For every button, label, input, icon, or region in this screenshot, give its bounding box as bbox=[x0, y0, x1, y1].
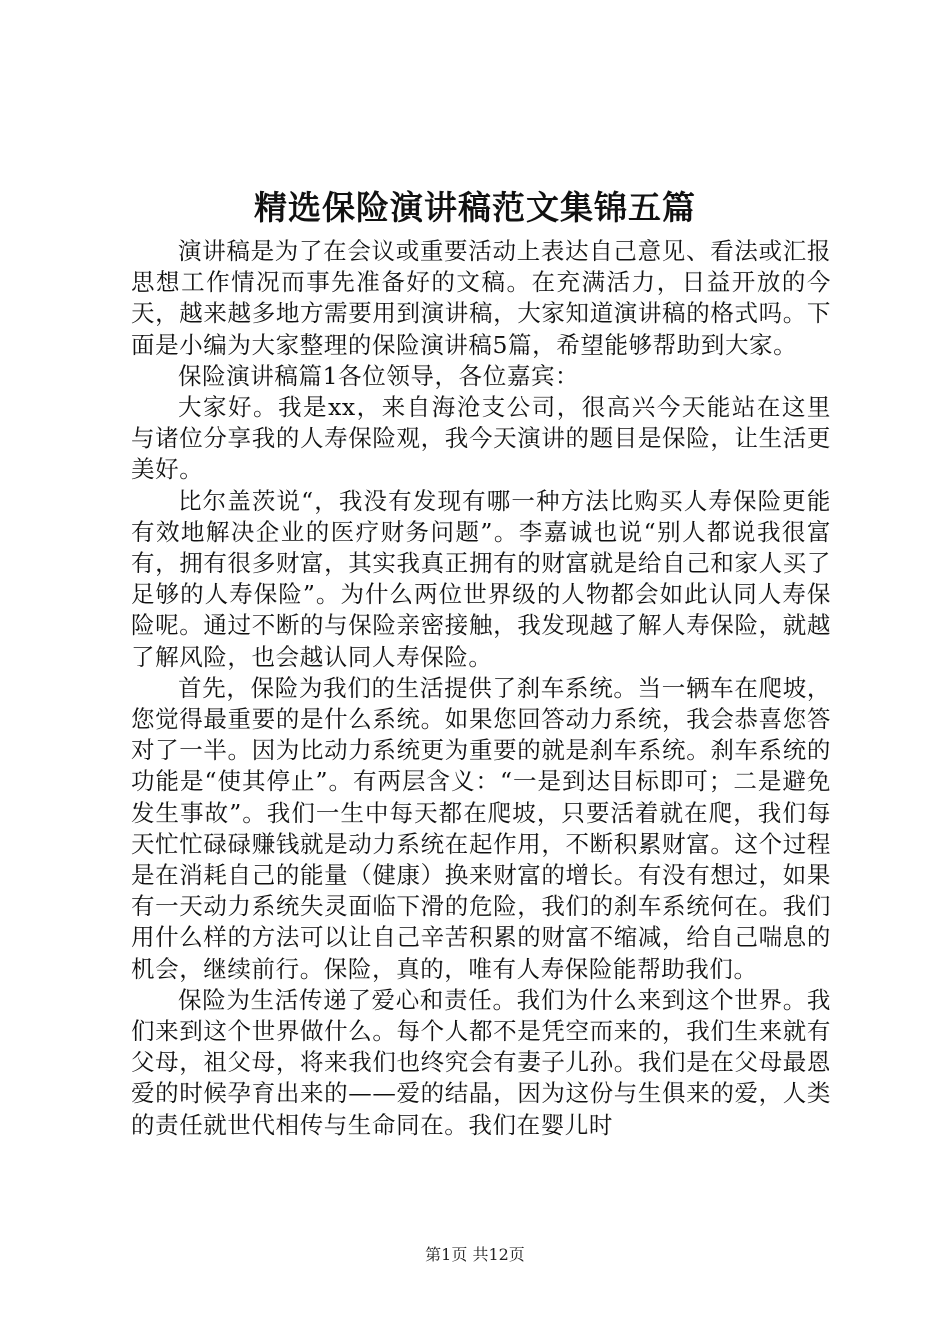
paragraph-love-responsibility: 保险为生活传递了爱心和责任。我们为什么来到这个世界。我们来到这个世界做什么。每个人都不是凭空而来的，我们生来就有父母，祖父母，将来我们也终究会有妻子儿孙。我们是在父母最恩爱的时候孕育出来的——爱的结晶，因为这份与生俱来的爱，人类的责任就世代相传与生命同在。我们在婴儿时 bbox=[131, 985, 831, 1139]
paragraph-intro: 演讲稿是为了在会议或重要活动上表达自己意见、看法或汇报思想工作情况而事先准备好的文稿。在充满活力，日益开放的今天，越来越多地方需要用到演讲稿，大家知道演讲稿的格式吗。下面是小编为大家整理的保险演讲稿5篇，希望能够帮助到大家。 bbox=[131, 237, 831, 359]
document-title: 精选保险演讲稿范文集锦五篇 bbox=[254, 188, 696, 227]
paragraph-greeting: 大家好。我是xx，来自海沧支公司，很高兴今天能站在这里与诸位分享我的人寿保险观，我今天演讲的题目是保险，让生活更美好。 bbox=[131, 393, 831, 484]
paragraph-brake-system: 首先，保险为我们的生活提供了刹车系统。当一辆车在爬坡，您觉得最重要的是什么系统。如果您回答动力系统，我会恭喜您答对了一半。因为比动力系统更为重要的就是刹车系统。刹车系统的功能是“使其停止”。有两层含义：“一是到达目标即可；二是避免发生事故”。我们一生中每天都在爬坡，只要活着就在爬，我们每天忙忙碌碌赚钱就是动力系统在起作用，不断积累财富。这个过程是在消耗自己的能量（健康）换来财富的增长。有没有想过，如果有一天动力系统失灵面临下滑的危险，我们的刹车系统何在。我们用什么样的方法可以让自己辛苦积累的财富不缩减，给自己喘息的机会，继续前行。保险，真的，唯有人寿保险能帮助我们。 bbox=[131, 673, 831, 983]
paragraph-speech-heading: 保险演讲稿篇1各位领导，各位嘉宾： bbox=[178, 361, 580, 390]
paragraph-quotes: 比尔盖茨说“，我没有发现有哪一种方法比购买人寿保险更能有效地解决企业的医疗财务问题”。李嘉诚也说“别人都说我很富有，拥有很多财富，其实我真正拥有的财富就是给自己和家人买了足够的人寿保险”。为什么两位世界级的人物都会如此认同人寿保险呢。通过不断的与保险亲密接触，我发现越了解人寿保险，就越了解风险，也会越认同人寿保险。 bbox=[131, 486, 831, 671]
document-body bbox=[131, 236, 831, 1141]
page-number-footer: 第1页 共12页 bbox=[425, 1245, 525, 1264]
